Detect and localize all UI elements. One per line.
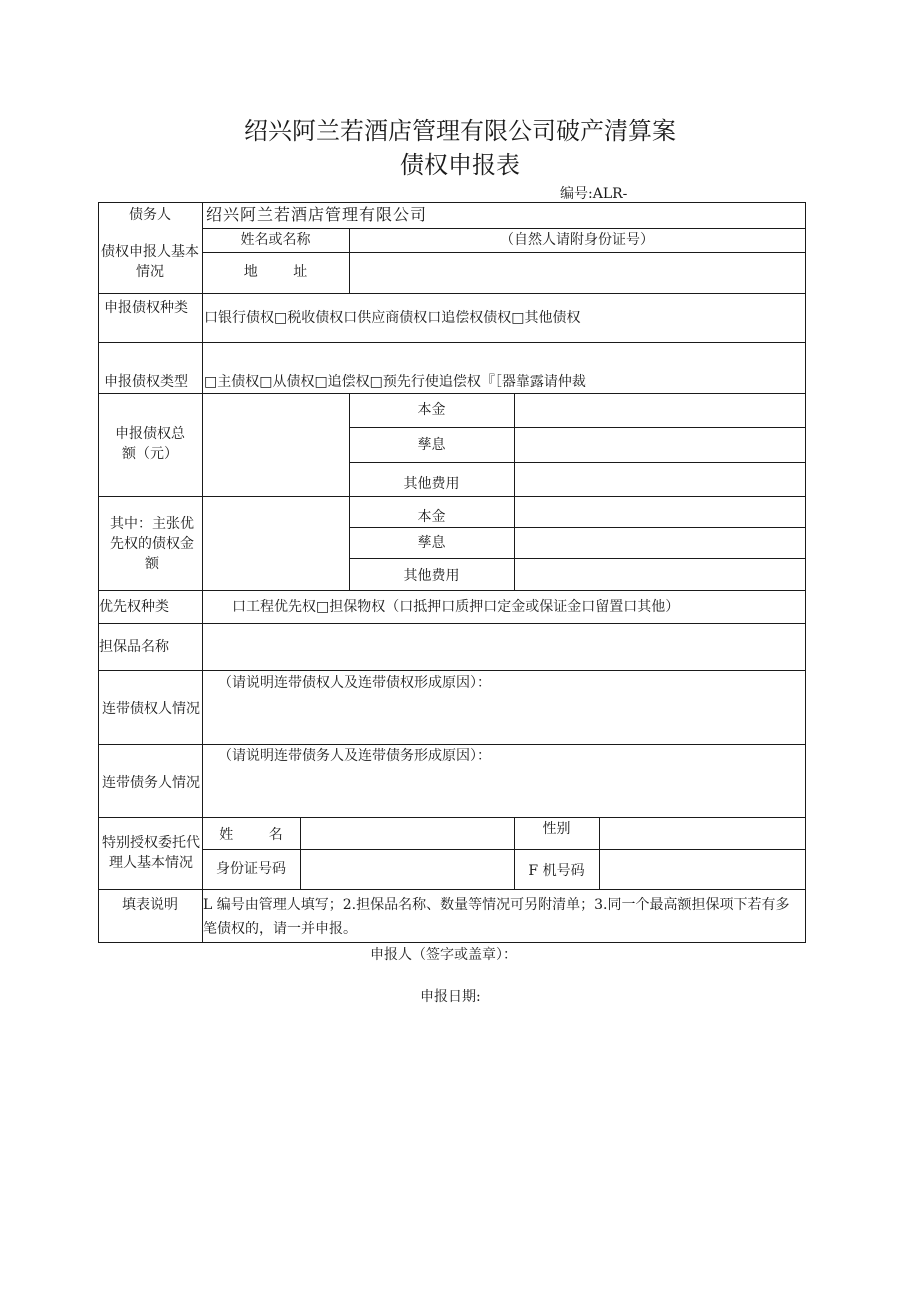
joint-debtor-label: 连带债务人情况: [102, 774, 200, 791]
claimant-info-label: 债权申报人基本情况: [101, 243, 199, 280]
agent-name-label: 姓 名: [219, 826, 283, 843]
collateral-label: 担保品名称: [99, 638, 169, 655]
priority-interest-label: 孳息: [417, 534, 446, 551]
agent-id-label: 身份证号码: [216, 860, 286, 877]
priority-amount-label: 其中：主张优先权的债权金额: [110, 515, 194, 573]
agent-gender-label: 性别: [542, 820, 571, 837]
claim-category-label: 申报债权种类: [104, 300, 188, 316]
principal-field[interactable]: [514, 393, 805, 427]
joint-debtor-field[interactable]: （请说明连带债务人及连带债务形成原因）：: [218, 748, 491, 764]
principal-label: 本金: [417, 401, 446, 418]
priority-other-fees-field[interactable]: [514, 558, 805, 590]
interest-field[interactable]: [514, 427, 805, 462]
interest-label: 孳息: [417, 436, 446, 453]
title-line-2: 债权申报表: [400, 151, 520, 179]
priority-type-label: 优先权种类: [99, 598, 169, 615]
claimant-name-label: 姓名或名称: [240, 231, 311, 248]
priority-principal-label: 本金: [417, 508, 446, 525]
total-amount-field[interactable]: [202, 393, 349, 496]
claim-type-options[interactable]: □主债权□从债权□追偿权□预先行使追偿权『［器靠露请仲裁: [204, 374, 586, 390]
date-label: 申报日期:: [420, 989, 481, 1005]
instructions-label: 填表说明: [122, 896, 178, 913]
claimant-name-field[interactable]: （自然人请附身份证号）: [500, 231, 654, 248]
claimant-address-field[interactable]: [349, 252, 805, 293]
agent-gender-field[interactable]: [599, 817, 805, 849]
debtor-value: 绍兴阿兰若酒店管理有限公司: [206, 205, 428, 225]
agent-name-field[interactable]: [300, 817, 514, 849]
joint-creditor-label: 连带债权人情况: [102, 700, 200, 717]
collateral-field[interactable]: [202, 623, 805, 670]
priority-other-fees-label: 其他费用: [403, 567, 460, 584]
other-fees-field[interactable]: [514, 462, 805, 496]
total-amount-label: 申报债权总额（元）: [115, 425, 185, 462]
priority-interest-field[interactable]: [514, 527, 805, 558]
form-number: 编号:ALR-: [560, 186, 628, 202]
priority-type-options[interactable]: 口工程优先权□担保物权（口抵押口质押口定金或保证金口留置口其他）: [232, 598, 680, 615]
claim-category-options[interactable]: 口银行债权□税收债权口供应商债权口追偿权债权□其他债权: [204, 309, 581, 326]
joint-creditor-field[interactable]: （请说明连带债权人及连带债权形成原因）：: [218, 675, 491, 691]
claimant-address-label: 地 址: [243, 264, 308, 281]
agent-info-label: 特别授权委托代理人基本情况: [102, 834, 200, 871]
other-fees-label: 其他费用: [403, 475, 460, 492]
signature-label: 申报人（签字或盖章）：: [370, 947, 517, 963]
priority-principal-field[interactable]: [514, 496, 805, 527]
claim-type-label: 申报债权类型: [104, 374, 188, 390]
priority-amount-field[interactable]: [202, 496, 349, 590]
agent-phone-label: F 机号码: [528, 862, 585, 879]
agent-id-field[interactable]: [300, 849, 514, 889]
agent-phone-field[interactable]: [599, 849, 805, 889]
instructions-text: L 编号由管理人填写；2.担保品名称、数量等情况可另附清单；3.同一个最高额担保项下若有多笔债权的，请一并申报。: [203, 897, 790, 937]
debtor-label: 债务人: [129, 206, 171, 223]
title-line-1: 绍兴阿兰若酒店管理有限公司破产清算案: [244, 117, 676, 145]
